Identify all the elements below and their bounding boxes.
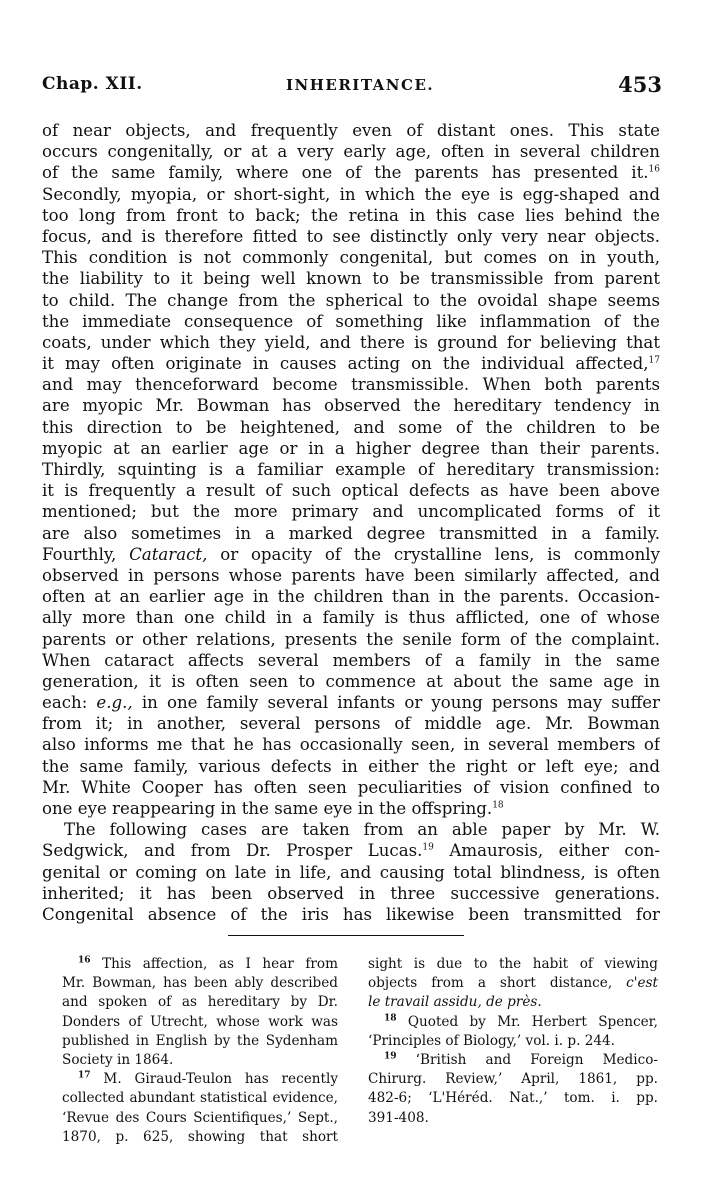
- main-text: [42, 120, 660, 925]
- text-line: [42, 904, 660, 925]
- text-line: [42, 374, 660, 395]
- text-run: collected abundant statistical evidence,: [62, 1090, 338, 1107]
- text-run: Mr. White Cooper has often seen peculiarities of vision confined to: [42, 777, 660, 797]
- text-line: [42, 353, 660, 374]
- footnote-line: [62, 1070, 338, 1089]
- text-run: ‘Revue des Cours Scientifiques,’ Sept.,: [62, 1109, 338, 1126]
- text-line: [42, 332, 660, 353]
- text-run: myopic at an earlier age or in a higher degree than their parents.: [42, 438, 660, 458]
- text-run: each:: [42, 693, 97, 713]
- text-run: Mr. Bowman, has been ably described: [62, 975, 338, 992]
- footnote-marker: 17: [78, 1070, 91, 1081]
- text-line: [42, 247, 660, 268]
- text-line: [42, 268, 660, 289]
- text-run: are also sometimes in a marked degree transmitted in a family.: [42, 523, 660, 543]
- text-run: This condition is not commonly congenital, but comes on in youth,: [42, 248, 660, 268]
- text-run: are myopic Mr. Bowman has observed the hereditary tendency in: [42, 396, 660, 416]
- text-line: [42, 438, 660, 459]
- text-run: in one family several infants or young persons may suffer: [132, 693, 660, 713]
- text-run: also informs me that he has occasionally seen, in several members of: [42, 735, 660, 755]
- footnote-reference[interactable]: 19: [422, 842, 434, 853]
- footnote-line: [368, 974, 658, 993]
- footnote-marker: 18: [384, 1013, 397, 1024]
- text-run: ‘Principles of Biology,’ vol. i. p. 244.: [368, 1032, 616, 1049]
- text-run: often at an earlier age in the children than in the parents. Occasion-: [42, 587, 660, 607]
- text-line: [42, 523, 660, 544]
- text-line: [42, 650, 660, 671]
- chapter-label: Chap. XII.: [42, 74, 143, 94]
- text-line: [42, 417, 660, 438]
- running-title: INHERITANCE.: [286, 76, 435, 94]
- text-run: ‘British and Foreign Medico-: [396, 1051, 658, 1068]
- text-run: it may often originate in causes acting on the individual affected,: [42, 354, 649, 374]
- footnote-line: [62, 1051, 338, 1070]
- footnote-line: [62, 974, 338, 993]
- text-line: [42, 311, 660, 332]
- italic-run: Cataract,: [129, 544, 208, 564]
- text-line: [42, 862, 660, 883]
- footnote-line: [62, 1109, 338, 1128]
- text-run: generation, it is often seen to commence at about the same age in: [42, 671, 660, 691]
- text-line: [42, 734, 660, 755]
- text-line: [42, 205, 660, 226]
- footnote-line: [368, 1032, 658, 1051]
- text-run: from it; in another, several persons of middle age. Mr. Bowman: [42, 714, 660, 734]
- text-run: Donders of Utrecht, whose work was: [62, 1013, 338, 1030]
- text-run: mentioned; but the more primary and uncomplicated forms of it: [42, 502, 660, 522]
- text-line: [42, 777, 660, 798]
- text-run: the liability to it being well known to be transmissible from parent: [42, 269, 660, 289]
- text-run: parents or other relations, presents the senile form of the complaint.: [42, 629, 660, 649]
- text-run: When cataract affects several members of a family in the same: [42, 650, 660, 670]
- text-line: [42, 565, 660, 586]
- text-line: [42, 395, 660, 416]
- text-run: Thirdly, squinting is a familiar example of hereditary transmission:: [42, 460, 660, 479]
- text-line: [42, 184, 660, 205]
- footnotes-left-column: [62, 955, 338, 1147]
- text-line: [42, 162, 660, 183]
- text-run: This affection, as I hear from: [90, 956, 338, 972]
- text-line: [42, 883, 660, 904]
- text-line: [42, 607, 660, 628]
- text-run: inherited; it has been observed in three successive generations.: [42, 883, 660, 903]
- text-run: Secondly, myopia, or short-sight, in which the eye is egg-shaped and: [42, 184, 660, 204]
- footnote-line: [62, 1032, 338, 1051]
- footnote-line: [62, 1013, 338, 1032]
- text-line: [42, 501, 660, 522]
- footnote-line: [62, 1089, 338, 1108]
- text-line: [42, 290, 660, 311]
- text-run: genital or coming on late in life, and causing total blindness, is often: [42, 862, 660, 882]
- text-run: one eye reappearing in the same eye in the offspring.: [42, 799, 493, 818]
- footnote-line: [62, 1128, 338, 1147]
- text-run: objects from a short distance,: [368, 975, 627, 992]
- running-header: [42, 74, 662, 104]
- text-run: Quoted by Mr. Herbert Spencer,: [396, 1013, 658, 1030]
- footnote-line: [368, 1070, 658, 1089]
- text-line: [42, 713, 660, 734]
- text-run: 482-6; ‘L'Héréd. Nat.,’ tom. i. pp.: [368, 1090, 658, 1107]
- text-run: sight is due to the habit of viewing: [368, 956, 658, 972]
- footnote-reference[interactable]: 17: [648, 355, 660, 366]
- text-line: [42, 480, 660, 501]
- footnote-reference[interactable]: 16: [648, 164, 660, 175]
- footnote-line: [368, 993, 658, 1012]
- text-run: M. Giraud-Teulon has recently: [90, 1071, 338, 1088]
- footnote-reference[interactable]: 18: [492, 800, 504, 811]
- italic-run: le travail assidu, de près.: [368, 994, 542, 1011]
- text-run: it is frequently a result of such optical defects as have been above: [42, 481, 660, 501]
- text-run: occurs congenitally, or at a very early age, often in several children: [42, 142, 660, 162]
- footnote-marker: 16: [78, 955, 91, 966]
- text-run: Chirurg. Review,’ April, 1861, pp.: [368, 1071, 658, 1088]
- text-line: [42, 798, 660, 819]
- text-line: [42, 840, 660, 861]
- text-line: [42, 629, 660, 650]
- text-run: Amaurosis, either con-: [433, 841, 660, 861]
- text-run: published in English by the Sydenham: [62, 1032, 338, 1049]
- text-run: coats, under which they yield, and there is ground for believing that: [42, 332, 660, 352]
- text-run: Sedgwick, and from Dr. Prosper Lucas.: [42, 841, 423, 861]
- text-run: Congenital absence of the iris has likewise been transmitted for: [42, 904, 660, 924]
- text-line: [42, 586, 660, 607]
- footnote-line: [62, 955, 338, 974]
- text-run: 391-408.: [368, 1109, 429, 1126]
- footnotes-right-column: [368, 955, 658, 1128]
- text-run: too long from front to back; the retina in this case lies behind the: [42, 205, 660, 225]
- text-run: Society in 1864.: [62, 1051, 174, 1068]
- text-line: [42, 756, 660, 777]
- text-run: The following cases are taken from an able paper by Mr. W.: [64, 820, 660, 840]
- text-line: [42, 141, 660, 162]
- text-line: [42, 671, 660, 692]
- text-run: of near objects, and frequently even of distant ones. This state: [42, 121, 660, 140]
- footnote-marker: 19: [384, 1051, 397, 1062]
- text-run: Fourthly,: [42, 544, 130, 564]
- text-run: to child. The change from the spherical to the ovoidal shape seems: [42, 290, 660, 310]
- footnote-line: [368, 1013, 658, 1032]
- text-line: [42, 226, 660, 247]
- page-number: 453: [618, 72, 662, 97]
- footnote-line: [368, 955, 658, 974]
- footnote-divider: [228, 935, 464, 936]
- text-line: [42, 459, 660, 480]
- footnote-line: [62, 993, 338, 1012]
- text-run: of the same family, where one of the parents has presented it.: [42, 163, 649, 183]
- text-run: observed in persons whose parents have been similarly affected, and: [42, 565, 660, 585]
- text-run: the immediate consequence of something like inflammation of the: [42, 311, 660, 331]
- text-line: [42, 544, 660, 565]
- italic-run: c'est: [626, 975, 658, 992]
- text-run: and spoken of as hereditary by Dr.: [62, 994, 338, 1011]
- italic-run: e.g.,: [96, 693, 133, 713]
- footnote-line: [368, 1109, 658, 1128]
- text-run: this direction to be heightened, and some of the children to be: [42, 417, 660, 437]
- text-run: focus, and is therefore fitted to see distinctly only very near objects.: [42, 226, 660, 246]
- text-run: the same family, various defects in either the right or left eye; and: [42, 756, 660, 776]
- text-line: [42, 692, 660, 713]
- footnote-line: [368, 1089, 658, 1108]
- footnote-line: [368, 1051, 658, 1070]
- text-line: [42, 120, 660, 141]
- text-line: [42, 819, 660, 840]
- text-run: ally more than one child in a family is thus afflicted, one of whose: [42, 608, 660, 628]
- text-run: and may thenceforward become transmissible. When both parents: [42, 375, 660, 395]
- text-run: 1870, p. 625, showing that short: [62, 1128, 338, 1145]
- text-run: or opacity of the crystalline lens, is commonly: [207, 544, 660, 564]
